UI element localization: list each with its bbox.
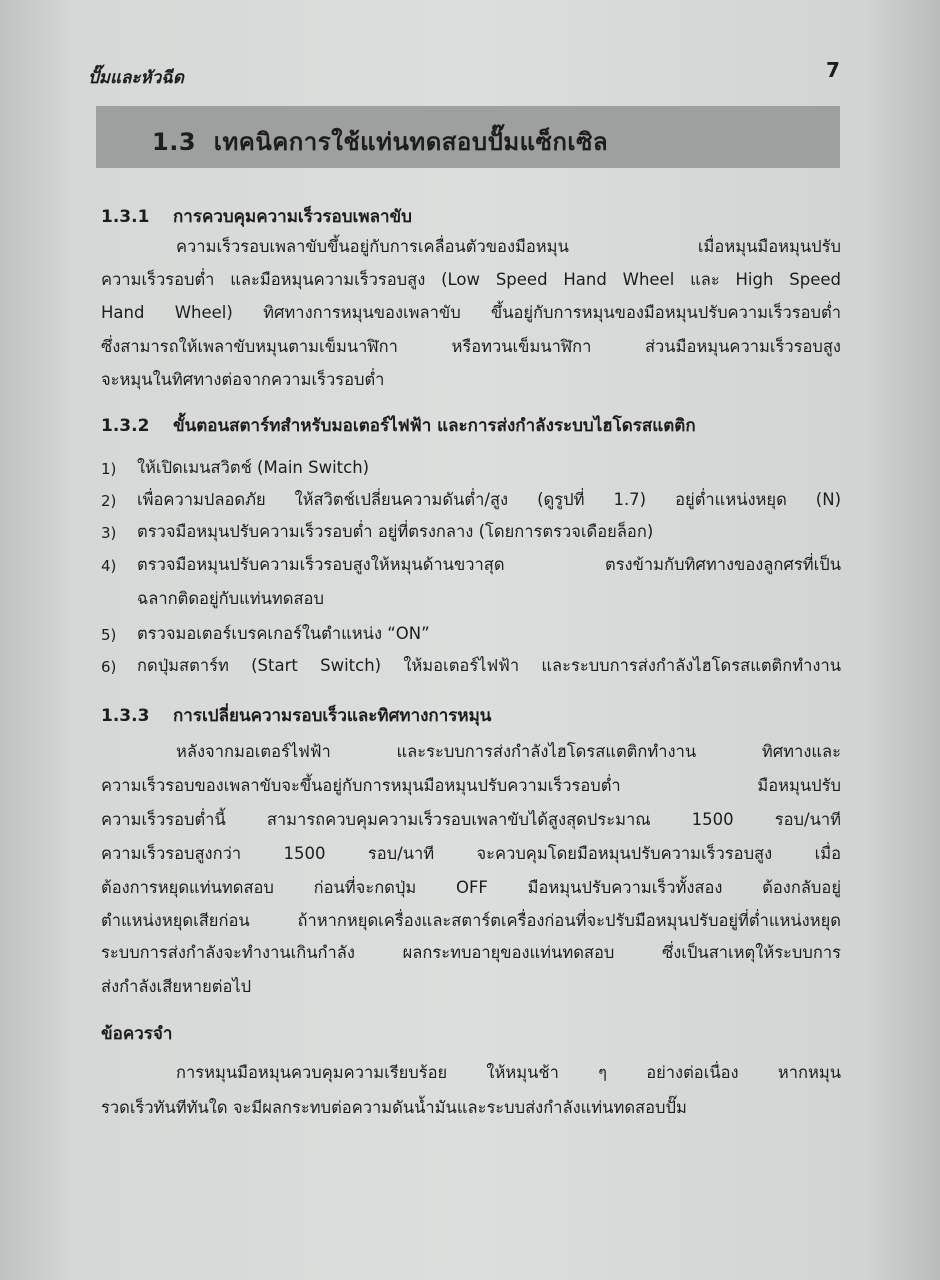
- section-title-text: เทคนิคการใช้แท่นทดสอบปั๊มแซ็กเซิล: [213, 128, 609, 156]
- paragraph-line: ความเร็วรอบต่ำนี้ สามารถควบคุมความเร็วรอบเพลาขับได้สูงสุดประมาณ 1500 รอบ/นาที: [101, 810, 841, 829]
- running-header: ปั๊มและหัวฉีด: [88, 68, 184, 88]
- list-item: กดปุ่มสตาร์ท (Start Switch) ให้มอเตอร์ไฟฟ้า และระบบการส่งกำลังไฮโดรสแตติกทำงาน: [137, 656, 841, 675]
- paragraph-line: หลังจากมอเตอร์ไฟฟ้า และระบบการส่งกำลังไฮโดรสแตติกทำงาน ทิศทางและ: [176, 742, 841, 761]
- list-item-number: 4): [101, 557, 117, 575]
- paragraph-line: ความเร็วรอบเพลาขับขึ้นอยู่กับการเคลื่อนตัวของมือหมุน เมื่อหมุนมือหมุนปรับ: [176, 237, 841, 256]
- subsection-heading-133: [101, 702, 491, 729]
- subsection-title: การควบคุมความเร็วรอบเพลาขับ: [173, 207, 412, 227]
- list-item-number: 2): [101, 492, 117, 510]
- subsection-title: ขั้นตอนสตาร์ทสำหรับมอเตอร์ไฟฟ้า และการส่งกำลังระบบไฮโดรสแตติก: [173, 416, 696, 436]
- subsection-number: 1.3.1: [101, 207, 150, 227]
- list-item-number: 6): [101, 658, 117, 676]
- paragraph-line: จะหมุนในทิศทางต่อจากความเร็วรอบต่ำ: [101, 370, 385, 389]
- subsection-heading-131: [101, 203, 412, 230]
- paragraph-line: การหมุนมือหมุนควบคุมความเรียบร้อย ให้หมุนช้า ๆ อย่างต่อเนื่อง หากหมุน: [176, 1063, 841, 1082]
- paragraph-line: รวดเร็วทันทีทันใด จะมีผลกระทบต่อความดันน้ำมันและระบบส่งกำลังแท่นทดสอบปั๊ม: [101, 1098, 687, 1117]
- paragraph-line: ความเร็วรอบสูงกว่า 1500 รอบ/นาที จะควบคุมโดยมือหมุนปรับความเร็วรอบสูง เมื่อ: [101, 844, 841, 863]
- list-item-number: 5): [101, 626, 117, 644]
- section-title-band: [96, 106, 840, 168]
- subsection-number: 1.3.3: [101, 706, 150, 726]
- subsection-title: การเปลี่ยนความรอบเร็วและทิศทางการหมุน: [173, 706, 492, 726]
- note-heading: ข้อควรจำ: [101, 1024, 173, 1044]
- subsection-heading-132: [101, 412, 696, 439]
- paragraph-line: ต้องการหยุดแท่นทดสอบ ก่อนที่จะกดปุ่ม OFF มือหมุนปรับความเร็วทั้งสอง ต้องกลับอยู่: [101, 878, 841, 897]
- list-item-continuation: ฉลากติดอยู่กับแท่นทดสอบ: [137, 589, 324, 608]
- section-title: [152, 122, 608, 161]
- list-item: ตรวจมือหมุนปรับความเร็วรอบสูงให้หมุนด้านขวาสุด ตรงข้ามกับทิศทางของลูกศรที่เป็น: [137, 555, 841, 574]
- paragraph-line: ความเร็วรอบต่ำ และมือหมุนความเร็วรอบสูง (Low Speed Hand Wheel และ High Speed: [101, 270, 841, 289]
- paragraph-line: ตำแหน่งหยุดเสียก่อน ถ้าหากหยุดเครื่องและสตาร์ตเครื่องก่อนที่จะปรับมือหมุนปรับอยู่ที่ต่ำแหน่งหยุด: [101, 911, 841, 930]
- page-number: 7: [826, 58, 840, 82]
- paragraph-line: Hand Wheel) ทิศทางการหมุนของเพลาขับ ขึ้นอยู่กับการหมุนของมือหมุนปรับความเร็วรอบต่ำ: [101, 303, 841, 322]
- paragraph-line: ซึ่งสามารถให้เพลาขับหมุนตามเข็มนาฬิกา หรือทวนเข็มนาฬิกา ส่วนมือหมุนความเร็วรอบสูง: [101, 337, 841, 356]
- section-number: 1.3: [152, 128, 197, 156]
- subsection-number: 1.3.2: [101, 416, 150, 436]
- list-item-number: 3): [101, 524, 117, 542]
- list-item-number: 1): [101, 460, 117, 478]
- list-item: เพื่อความปลอดภัย ให้สวิตช์เปลี่ยนความดันต่ำ/สูง (ดูรูปที่ 1.7) อยู่ต่ำแหน่งหยุด (N): [137, 490, 841, 509]
- paragraph-line: ความเร็วรอบของเพลาขับจะขึ้นอยู่กับการหมุนมือหมุนปรับความเร็วรอบต่ำ มือหมุนปรับ: [101, 776, 841, 795]
- list-item: ตรวจมือหมุนปรับความเร็วรอบต่ำ อยู่ที่ตรงกลาง (โดยการตรวจเดือยล็อก): [137, 522, 654, 541]
- paragraph-line: ส่งกำลังเสียหายต่อไป: [101, 977, 252, 996]
- paragraph-line: ระบบการส่งกำลังจะทำงานเกินกำลัง ผลกระทบอายุของแท่นทดสอบ ซึ่งเป็นสาเหตุให้ระบบการ: [101, 943, 841, 962]
- list-item: ตรวจมอเตอร์เบรคเกอร์ในตำแหน่ง “ON”: [137, 624, 430, 643]
- list-item: ให้เปิดเมนสวิตช์ (Main Switch): [137, 458, 370, 477]
